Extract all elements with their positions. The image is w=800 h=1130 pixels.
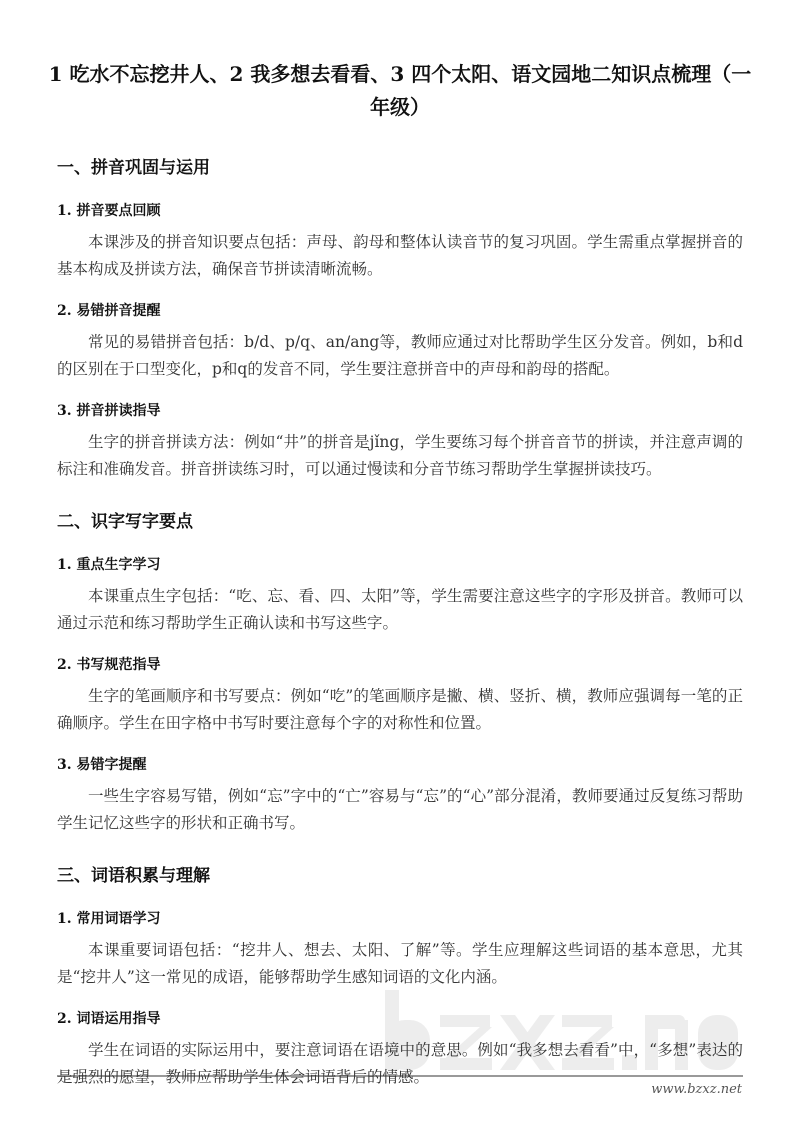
section-heading: 一、拼音巩固与运用: [57, 158, 210, 178]
subsection-heading: 3. 易错字提醒: [57, 757, 147, 773]
footer-url: www.bzxz.net: [651, 1082, 742, 1097]
document-body: [48, 58, 752, 1090]
subsection-heading: 2. 易错拼音提醒: [57, 303, 161, 319]
paragraph: 本课涉及的拼音知识要点包括：声母、韵母和整体认读音节的复习巩固。学生需重点掌握拼音的基本构成及拼读方法，确保音节拼读清晰流畅。: [57, 233, 743, 278]
document-title: 1 吃水不忘挖井人、2 我多想去看看、3 四个太阳、语文园地二知识点梳理（一年级）: [48, 62, 752, 119]
subsection-heading: 1. 常用词语学习: [57, 911, 161, 927]
subsection-heading: 3. 拼音拼读指导: [57, 403, 161, 419]
section-heading: 三、词语积累与理解: [57, 866, 210, 886]
paragraph: 一些生字容易写错，例如“忘”字中的“亡”容易与“忘”的“心”部分混淆，教师要通过反复练习帮助学生记忆这些字的形状和正确书写。: [57, 787, 743, 832]
subsection-heading: 2. 词语运用指导: [57, 1011, 161, 1027]
paragraph: 本课重点生字包括：“吃、忘、看、四、太阳”等，学生需要注意这些字的字形及拼音。教师可以通过示范和练习帮助学生正确认读和书写这些字。: [57, 587, 743, 632]
paragraph: 生字的拼音拼读方法：例如“井”的拼音是jǐng，学生要练习每个拼音音节的拼读，并注意声调的标注和准确发音。拼音拼读练习时，可以通过慢读和分音节练习帮助学生掌握拼读技巧。: [57, 433, 743, 478]
paragraph: 本课重要词语包括：“挖井人、想去、太阳、了解”等。学生应理解这些词语的基本意思，尤其是“挖井人”这一常见的成语，能够帮助学生感知词语的文化内涵。: [57, 941, 743, 986]
subsection-heading: 1. 拼音要点回顾: [57, 203, 161, 219]
paragraph: 常见的易错拼音包括：b/d、p/q、an/ang等，教师应通过对比帮助学生区分发音。例如，b和d的区别在于口型变化，p和q的发音不同，学生要注意拼音中的声母和韵母的搭配。: [57, 333, 743, 378]
subsection-heading: 2. 书写规范指导: [57, 657, 161, 673]
section-heading: 二、识字写字要点: [57, 512, 193, 532]
paragraph: 生字的笔画顺序和书写要点：例如“吃”的笔画顺序是撇、横、竖折、横，教师应强调每一笔的正确顺序。学生在田字格中书写时要注意每个字的对称性和位置。: [57, 687, 743, 732]
paragraph: 学生在词语的实际运用中，要注意词语在语境中的意思。例如“我多想去看看”中，“多想”表达的是强烈的愿望，教师应帮助学生体会词语背后的情感。: [57, 1041, 743, 1086]
subsection-heading: 1. 重点生字学习: [57, 557, 161, 573]
